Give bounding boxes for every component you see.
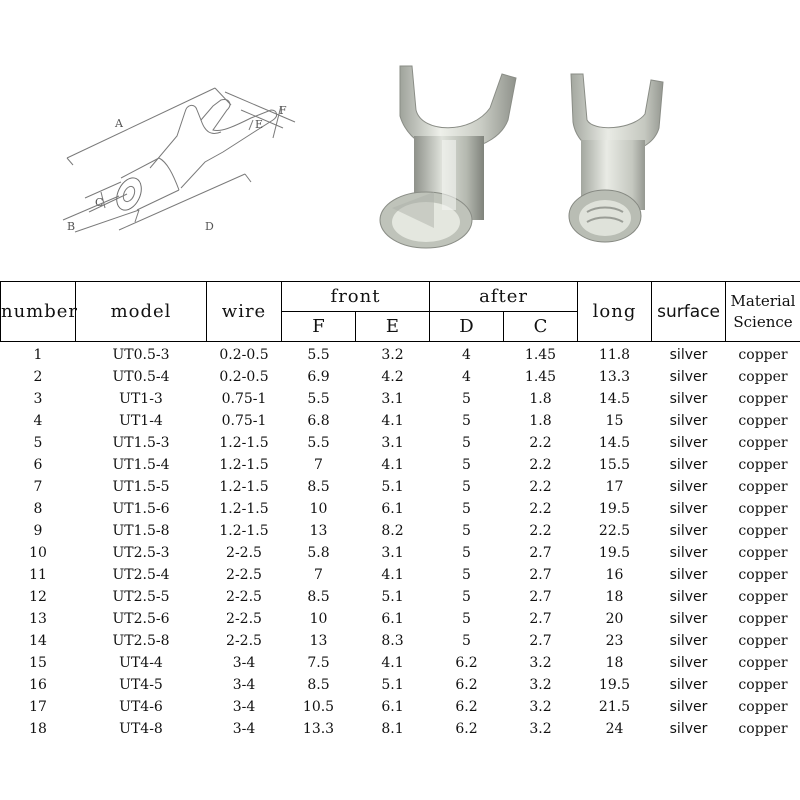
cell-after-c: 2.2 — [529, 523, 552, 539]
cell-surface: silver — [669, 699, 708, 715]
cell-front-e: 8.2 — [381, 523, 404, 539]
header-long: long — [578, 282, 652, 342]
cell-wire: 2-2.5 — [226, 545, 262, 561]
cell-front-f: 5.5 — [307, 435, 330, 451]
cell-long: 18 — [605, 655, 624, 671]
cell-model: UT0.5-3 — [112, 347, 170, 363]
cell-after-c: 3.2 — [529, 721, 552, 737]
cell-model: UT4-8 — [119, 721, 163, 737]
cell-model: UT0.5-4 — [112, 369, 170, 385]
cell-material: copper — [738, 413, 788, 429]
cell-material: copper — [738, 501, 788, 517]
cell-after-d: 4 — [462, 369, 471, 385]
cell-surface: silver — [669, 567, 708, 583]
cell-front-e: 3.2 — [381, 347, 404, 363]
cell-wire: 2-2.5 — [226, 633, 262, 649]
cell-after-c: 2.7 — [529, 567, 552, 583]
cell-after-c: 3.2 — [529, 677, 552, 693]
cell-front-e: 4.1 — [381, 413, 404, 429]
cell-number: 12 — [29, 589, 47, 605]
cell-number: 14 — [29, 633, 47, 649]
cell-number: 4 — [33, 413, 43, 429]
cell-after-d: 5 — [462, 457, 471, 473]
terminal-photo-front — [372, 60, 537, 260]
table-row — [1, 498, 800, 520]
header-model: model — [76, 282, 207, 342]
header-material-line2: Science — [733, 312, 793, 331]
cell-after-d: 5 — [462, 435, 471, 451]
cell-number: 6 — [33, 457, 43, 473]
cell-long: 15.5 — [598, 457, 631, 473]
cell-long: 20 — [605, 611, 624, 627]
cell-wire: 1.2-1.5 — [219, 435, 269, 451]
cell-wire: 0.2-0.5 — [219, 347, 269, 363]
cell-model: UT2.5-3 — [112, 545, 170, 561]
cell-after-d: 6.2 — [455, 677, 478, 693]
table-row — [1, 520, 800, 542]
cell-number: 18 — [29, 721, 47, 737]
cell-after-d: 5 — [462, 479, 471, 495]
cell-front-e: 5.1 — [381, 479, 404, 495]
header-front: front — [282, 282, 430, 312]
cell-long: 14.5 — [598, 435, 631, 451]
cell-material: copper — [738, 523, 788, 539]
cell-after-d: 5 — [462, 501, 471, 517]
cell-number: 15 — [29, 655, 47, 671]
cell-long: 16 — [605, 567, 624, 583]
cell-material: copper — [738, 567, 788, 583]
cell-number: 17 — [29, 699, 47, 715]
cell-front-f: 8.5 — [307, 479, 330, 495]
cell-front-f: 10 — [309, 611, 328, 627]
header-e: E — [356, 312, 430, 342]
cell-front-f: 10 — [309, 501, 328, 517]
cell-after-d: 5 — [462, 589, 471, 605]
cell-front-f: 6.9 — [307, 369, 330, 385]
cell-model: UT1.5-4 — [112, 457, 170, 473]
cell-wire: 1.2-1.5 — [219, 457, 269, 473]
cell-material: copper — [738, 589, 788, 605]
cell-long: 17 — [605, 479, 624, 495]
specification-table — [0, 281, 800, 740]
cell-surface: silver — [669, 369, 708, 385]
cell-number: 7 — [33, 479, 43, 495]
cell-front-f: 7 — [314, 457, 323, 473]
cell-front-f: 5.5 — [307, 391, 330, 407]
cell-surface: silver — [669, 391, 708, 407]
cell-surface: silver — [669, 721, 708, 737]
cell-front-f: 5.8 — [307, 545, 330, 561]
cell-front-e: 3.1 — [381, 435, 404, 451]
cell-surface: silver — [669, 501, 708, 517]
cell-material: copper — [738, 721, 788, 737]
cell-number: 8 — [33, 501, 43, 517]
cell-after-d: 4 — [462, 347, 471, 363]
header-material-line1: Material — [730, 291, 796, 310]
cell-number: 13 — [29, 611, 47, 627]
cell-after-d: 5 — [462, 413, 471, 429]
cell-material: copper — [738, 457, 788, 473]
header-c: C — [504, 312, 578, 342]
cell-material: copper — [738, 611, 788, 627]
cell-front-e: 5.1 — [381, 589, 404, 605]
cell-material: copper — [738, 545, 788, 561]
table-row — [1, 564, 800, 586]
cell-after-c: 1.8 — [529, 391, 552, 407]
cell-model: UT2.5-5 — [112, 589, 170, 605]
cell-front-e: 4.2 — [381, 369, 404, 385]
cell-surface: silver — [669, 413, 708, 429]
cell-material: copper — [738, 655, 788, 671]
cell-number: 2 — [33, 369, 43, 385]
table-row — [1, 388, 800, 410]
cell-front-e: 4.1 — [381, 457, 404, 473]
cell-after-c: 1.45 — [524, 369, 557, 385]
label-c: C — [95, 196, 104, 209]
cell-number: 3 — [33, 391, 43, 407]
cell-after-d: 5 — [462, 611, 471, 627]
cell-long: 18 — [605, 589, 624, 605]
cell-wire: 0.75-1 — [221, 391, 267, 407]
cell-long: 22.5 — [598, 523, 631, 539]
cell-front-f: 6.8 — [307, 413, 330, 429]
cell-front-e: 6.1 — [381, 501, 404, 517]
label-a: A — [115, 117, 123, 130]
table-row — [1, 608, 800, 630]
cell-model: UT2.5-4 — [112, 567, 170, 583]
label-f: F — [279, 104, 287, 117]
cell-front-e: 5.1 — [381, 677, 404, 693]
cell-model: UT4-4 — [119, 655, 163, 671]
cell-model: UT1-4 — [119, 413, 163, 429]
cell-model: UT2.5-6 — [112, 611, 170, 627]
cell-material: copper — [738, 369, 788, 385]
cell-long: 11.8 — [598, 347, 631, 363]
cell-after-d: 5 — [462, 391, 471, 407]
table-row — [1, 652, 800, 674]
cell-surface: silver — [669, 677, 708, 693]
cell-model: UT4-5 — [119, 677, 163, 693]
cell-front-e: 3.1 — [381, 545, 404, 561]
cell-surface: silver — [669, 655, 708, 671]
table-row — [1, 630, 800, 652]
header-f: F — [282, 312, 356, 342]
cell-surface: silver — [669, 479, 708, 495]
cell-after-c: 3.2 — [529, 655, 552, 671]
cell-wire: 1.2-1.5 — [219, 479, 269, 495]
cell-number: 11 — [29, 567, 47, 583]
header-number: number — [1, 282, 76, 342]
cell-wire: 2-2.5 — [226, 611, 262, 627]
cell-number: 9 — [33, 523, 43, 539]
cell-front-e: 6.1 — [381, 699, 404, 715]
header-wire: wire — [207, 282, 282, 342]
cell-front-f: 5.5 — [307, 347, 330, 363]
cell-wire: 3-4 — [232, 699, 256, 715]
cell-material: copper — [738, 391, 788, 407]
table-row — [1, 454, 800, 476]
cell-after-d: 6.2 — [455, 699, 478, 715]
cell-long: 13.3 — [598, 369, 631, 385]
cell-wire: 2-2.5 — [226, 567, 262, 583]
table-row — [1, 342, 800, 367]
cell-wire: 1.2-1.5 — [219, 501, 269, 517]
header-d: D — [430, 312, 504, 342]
cell-wire: 3-4 — [232, 721, 256, 737]
table-row — [1, 476, 800, 498]
table-row — [1, 718, 800, 740]
cell-surface: silver — [669, 435, 708, 451]
cell-wire: 3-4 — [232, 655, 256, 671]
cell-wire: 1.2-1.5 — [219, 523, 269, 539]
cell-material: copper — [738, 435, 788, 451]
header-material — [726, 282, 800, 342]
cell-front-e: 3.1 — [381, 391, 404, 407]
cell-front-f: 8.5 — [307, 677, 330, 693]
cell-after-d: 5 — [462, 545, 471, 561]
cell-model: UT1.5-6 — [112, 501, 170, 517]
cell-after-c: 2.7 — [529, 611, 552, 627]
cell-after-d: 5 — [462, 567, 471, 583]
cell-after-c: 2.2 — [529, 479, 552, 495]
cell-after-d: 5 — [462, 523, 471, 539]
cell-after-d: 5 — [462, 633, 471, 649]
cell-front-e: 6.1 — [381, 611, 404, 627]
table-row — [1, 366, 800, 388]
cell-after-c: 3.2 — [529, 699, 552, 715]
cell-number: 5 — [33, 435, 43, 451]
cell-after-c: 1.8 — [529, 413, 552, 429]
cell-wire: 0.2-0.5 — [219, 369, 269, 385]
cell-model: UT1.5-8 — [112, 523, 170, 539]
cell-after-c: 2.2 — [529, 435, 552, 451]
cell-long: 15 — [605, 413, 624, 429]
label-e: E — [255, 118, 264, 131]
cell-surface: silver — [669, 633, 708, 649]
cell-material: copper — [738, 677, 788, 693]
cell-wire: 2-2.5 — [226, 589, 262, 605]
cell-surface: silver — [669, 589, 708, 605]
table-row — [1, 542, 800, 564]
cell-surface: silver — [669, 611, 708, 627]
cell-material: copper — [738, 479, 788, 495]
cell-surface: silver — [669, 347, 708, 363]
cell-model: UT1.5-5 — [112, 479, 170, 495]
cell-long: 21.5 — [598, 699, 631, 715]
cell-wire: 3-4 — [232, 677, 256, 693]
label-d: D — [205, 220, 214, 233]
cell-number: 10 — [29, 545, 47, 561]
cell-surface: silver — [669, 457, 708, 473]
label-b: B — [67, 220, 76, 233]
cell-model: UT2.5-8 — [112, 633, 170, 649]
cell-after-d: 6.2 — [455, 655, 478, 671]
cell-front-f: 13 — [309, 523, 328, 539]
cell-after-c: 2.7 — [529, 633, 552, 649]
cell-model: UT1.5-3 — [112, 435, 170, 451]
cell-front-f: 10.5 — [302, 699, 335, 715]
cell-after-d: 6.2 — [455, 721, 478, 737]
cell-front-e: 8.3 — [381, 633, 404, 649]
table-row — [1, 432, 800, 454]
cell-front-f: 7.5 — [307, 655, 330, 671]
cell-material: copper — [738, 633, 788, 649]
cell-front-e: 4.1 — [381, 655, 404, 671]
cell-after-c: 1.45 — [524, 347, 557, 363]
cell-wire: 0.75-1 — [221, 413, 267, 429]
cell-after-c: 2.7 — [529, 545, 552, 561]
cell-front-f: 13.3 — [302, 721, 335, 737]
cell-after-c: 2.2 — [529, 457, 552, 473]
table-header — [1, 282, 800, 342]
cell-number: 16 — [29, 677, 47, 693]
cell-long: 23 — [605, 633, 624, 649]
terminal-photo-angled — [563, 70, 681, 248]
header-after: after — [430, 282, 578, 312]
cell-front-f: 8.5 — [307, 589, 330, 605]
cell-after-c: 2.7 — [529, 589, 552, 605]
cell-model: UT1-3 — [119, 391, 163, 407]
cell-after-c: 2.2 — [529, 501, 552, 517]
cell-surface: silver — [669, 523, 708, 539]
cell-long: 19.5 — [598, 677, 631, 693]
header-surface: surface — [652, 282, 726, 342]
table-body — [1, 342, 800, 741]
cell-number: 1 — [33, 347, 43, 363]
cell-front-f: 13 — [309, 633, 328, 649]
table-row — [1, 410, 800, 432]
terminal-dimension-diagram — [55, 70, 330, 245]
cell-material: copper — [738, 347, 788, 363]
cell-long: 19.5 — [598, 501, 631, 517]
table-row — [1, 586, 800, 608]
cell-surface: silver — [669, 545, 708, 561]
cell-material: copper — [738, 699, 788, 715]
cell-front-e: 4.1 — [381, 567, 404, 583]
cell-model: UT4-6 — [119, 699, 163, 715]
table-row — [1, 674, 800, 696]
cell-long: 19.5 — [598, 545, 631, 561]
cell-front-f: 7 — [314, 567, 323, 583]
cell-long: 24 — [605, 721, 624, 737]
cell-long: 14.5 — [598, 391, 631, 407]
cell-front-e: 8.1 — [381, 721, 404, 737]
table-row — [1, 696, 800, 718]
